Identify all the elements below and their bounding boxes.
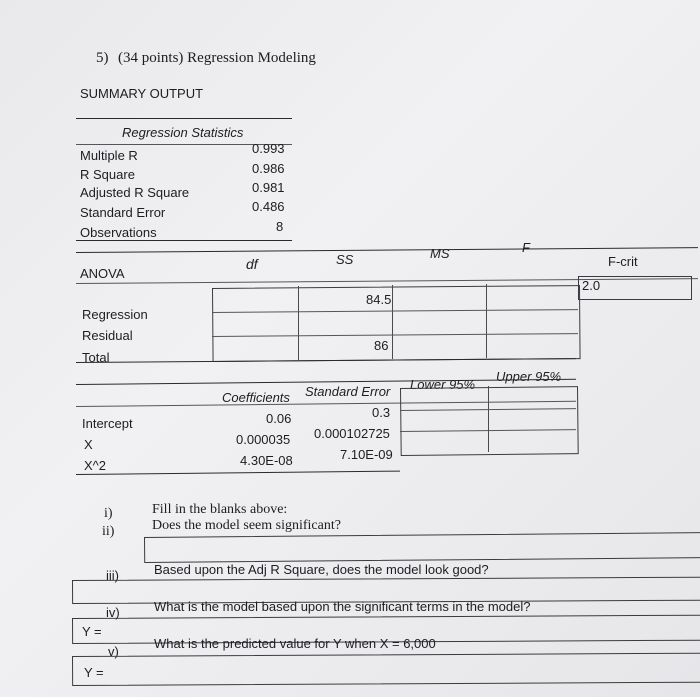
summary-output-heading: SUMMARY OUTPUT: [80, 86, 204, 101]
question-number: 5): [96, 50, 109, 66]
regstats-label: Standard Error: [80, 205, 166, 220]
coef-row-label: X^2: [84, 458, 107, 473]
regstats-value: 0.993: [252, 141, 285, 156]
question-text: Based upon the Adj R Square, does the model look good?: [154, 562, 489, 577]
coef-value: 0.000035: [236, 432, 291, 447]
anova-title: ANOVA: [80, 266, 125, 281]
coef-bottom-rule: [76, 471, 400, 475]
anova-col-divider: [392, 285, 393, 359]
question-text: Does the model seem significant?: [152, 518, 341, 533]
regstats-bottom-rule: [76, 240, 292, 241]
regstats-value: 0.981: [252, 180, 285, 195]
regstats-value: 8: [276, 219, 284, 234]
coef-col-divider: [488, 386, 489, 452]
anova-total-ss: 86: [374, 338, 389, 353]
question-title: (34 points) Regression Modeling: [118, 50, 316, 66]
coef-se-value: 0.3: [372, 405, 391, 420]
coef-se-value: 0.000102725: [314, 426, 390, 441]
coef-col-coefficients: Coefficients: [222, 390, 290, 405]
question-num: iv): [106, 605, 120, 620]
coef-se-value: 7.10E-09: [340, 447, 393, 462]
question-num: iii): [106, 568, 119, 583]
anova-col-df: df: [246, 256, 258, 272]
anova-row-total: Total: [82, 350, 110, 365]
anova-col-fcrit: F-crit: [608, 254, 638, 269]
regstats-label: Observations: [80, 225, 157, 240]
answer-label-y: Y =: [84, 665, 104, 680]
anova-col-ss: SS: [336, 252, 354, 267]
coef-col-upper95: Upper 95%: [496, 369, 562, 384]
regstats-label: Adjusted R Square: [80, 185, 190, 200]
coef-row-label: Intercept: [82, 416, 133, 431]
regstats-label: Multiple R: [80, 148, 138, 163]
coef-col-lower95: Lower 95%: [410, 377, 476, 392]
question-text: Fill in the blanks above:: [152, 502, 288, 517]
coef-value: 0.06: [266, 411, 292, 426]
anova-col-divider: [486, 284, 487, 358]
question-text: What is the predicted value for Y when X = 6,000: [154, 636, 436, 651]
anova-top-rule: [76, 247, 698, 253]
question-num: v): [108, 644, 119, 659]
regstats-value: 0.986: [252, 161, 285, 176]
question-num: ii): [102, 524, 115, 539]
question-text: What is the model based upon the significant terms in the model?: [154, 599, 531, 614]
regstats-header: Regression Statistics: [122, 125, 244, 140]
answer-box-significance[interactable]: [144, 532, 700, 563]
regstats-label: R Square: [80, 167, 135, 182]
anova-col-f: F: [522, 240, 530, 255]
answer-label-y: Y =: [82, 624, 102, 639]
coef-col-standard-error: Standard Error: [305, 384, 391, 399]
question-num: i): [104, 506, 113, 521]
answer-box-prediction[interactable]: [72, 653, 700, 686]
coef-confidence-grid: [400, 386, 579, 456]
anova-row-regression: Regression: [82, 307, 148, 322]
coef-row-label: X: [84, 437, 93, 452]
coef-value: 4.30E-08: [240, 453, 293, 468]
regstats-value: 0.486: [252, 199, 285, 214]
regstats-top-rule: [76, 118, 292, 119]
anova-regression-ss: 84.5: [366, 292, 392, 307]
anova-row-residual: Residual: [82, 328, 133, 343]
anova-col-divider: [298, 286, 299, 360]
anova-fcrit-value: 2.0: [582, 278, 601, 293]
anova-grid: [212, 285, 581, 362]
anova-col-ms: MS: [430, 246, 450, 261]
